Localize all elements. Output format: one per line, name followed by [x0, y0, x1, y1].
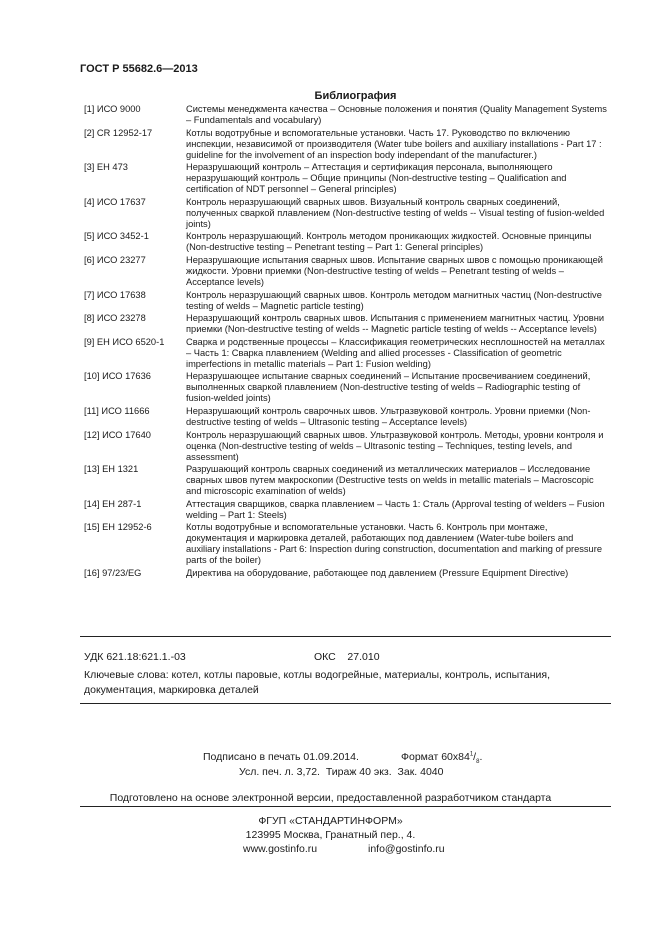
- entry-reference: [12] ИСО 17640: [84, 429, 151, 440]
- format: Формат $60х84^1/_8$.: [401, 751, 483, 766]
- keywords: Ключевые слова: котел, котлы паровые, котлы водогрейные, материалы, контроль, испытания, документация, маркировка деталей: [84, 669, 551, 696]
- bibliography-title: Библиография: [314, 90, 397, 102]
- publisher-email[interactable]: info@gostinfo.ru: [368, 843, 445, 855]
- bibliography-entry: [84, 337, 608, 370]
- oks-code: [314, 651, 380, 663]
- entry-reference: [4] ИСО 17637: [84, 196, 146, 207]
- bibliography-entry: [84, 231, 608, 253]
- signed-date: Подписано в печать 01.09.2014.: [203, 751, 359, 763]
- entry-description: Неразрушающий контроль сварочных швов. Ультразвуковой контроль. Уровни приемки (Non-destructive testing of welds – Ultrasonic testing – Acceptance levels): [186, 405, 591, 427]
- entry-reference: [15] ЕН 12952-6: [84, 522, 152, 533]
- order-number: Зак. 4040: [397, 766, 444, 778]
- entry-reference: [1] ИСО 9000: [84, 104, 141, 114]
- print-sheets: Усл. печ. л. 3,72.: [239, 766, 320, 778]
- entry-reference: [9] ЕН ИСО 6520-1: [84, 336, 165, 347]
- entry-reference: [8] ИСО 23278: [84, 313, 146, 324]
- bibliography-entry: [84, 464, 608, 497]
- entry-reference: [16] 97/23/EG: [84, 567, 142, 578]
- bibliography-entry: [84, 371, 608, 404]
- bibliography-entry: [84, 522, 608, 566]
- entry-description: Системы менеджмента качества – Основные положения и понятия (Quality Management Systems – Fundamentals and vocabulary): [186, 104, 607, 125]
- oks-value: 27.010: [347, 651, 380, 663]
- entry-description: Контроль неразрушающий сварных швов. Ультразвуковой контроль. Методы, уровни контроля и оценка (Non-destructive testing of welds – Ultrasonic testing – Techniques, testing levels, and assessment): [186, 429, 604, 462]
- entry-reference: [3] ЕН 473: [84, 162, 128, 173]
- udk-code: УДК 621.18:621.1.-03: [84, 651, 186, 663]
- entry-description: Контроль неразрушающий сварных швов. Визуальный контроль сварных соединений, полученных сваркой плавлением (Non-destructive testing of welds -- Visual testing of fusion-welded joints): [186, 196, 605, 229]
- divider-top: [80, 636, 611, 637]
- print-details: [239, 766, 443, 778]
- circulation: Тираж 40 экз.: [325, 766, 392, 778]
- entry-reference: [5] ИСО 3452-1: [84, 231, 149, 242]
- entry-description: Неразрушающие испытания сварных швов. Испытание сварных швов с помощью проникающей жидкости. Уровни приемки (Non-destructive testing of welds – Penetrant testing of welds – Acceptance levels): [186, 254, 603, 287]
- entry-description: Аттестация сварщиков, сварка плавлением – Часть 1: Сталь (Approval testing of welders – Fusion welding – Part 1: Steels): [186, 498, 605, 520]
- entry-description: Контроль неразрушающий. Контроль методом проникающих жидкостей. Основные принципы (Non-destructive testing – Penetrant testing – Part 1: General principles): [186, 231, 592, 253]
- entry-reference: [14] ЕН 287-1: [84, 498, 142, 509]
- entry-description: Разрушающий контроль сварных соединений из металлических материалов – Исследование сварных швов путем макроскопии (Destructive tests on welds in metallic materials – Macroscopic and microscopic examination of welds): [186, 464, 594, 497]
- entry-reference: [7] ИСО 17638: [84, 289, 146, 300]
- publisher-website[interactable]: www.gostinfo.ru: [243, 843, 318, 855]
- bibliography-entry: [84, 313, 608, 335]
- bibliography-list: [84, 104, 608, 581]
- publisher-address: 123995 Москва, Гранатный пер., 4.: [245, 829, 416, 841]
- entry-reference: [13] ЕН 1321: [84, 464, 139, 475]
- bibliography-entry: [84, 406, 608, 428]
- bibliography-entry: [84, 197, 608, 230]
- entry-description: Котлы водотрубные и вспомогательные установки. Часть 6. Контроль при монтаже, документация и маркировка деталей, работающих под давлением (Water-tube boilers and auxiliary installations - Part 6: Inspection during construction, documentation and marking of pressure parts of the boiler): [186, 522, 602, 566]
- entry-reference: [6] ИСО 23277: [84, 254, 146, 265]
- entry-reference: [10] ИСО 17636: [84, 371, 151, 382]
- entry-description: Неразрушающий контроль сварных швов. Испытания с применением магнитных частиц. Уровни приемки (Non-destructive testing of welds -- Magnetic particle testing of welds -- Acceptance levels): [186, 313, 605, 335]
- bibliography-entry: [84, 290, 608, 312]
- entry-description: Контроль неразрушающий сварных швов. Контроль методом магнитных частиц (Non-destructive testing of welds – Magnetic particle testing): [186, 289, 602, 311]
- format-end: .: [479, 751, 483, 763]
- prepared-note: Подготовлено на основе электронной версии, предоставленной разработчиком стандарта: [109, 792, 552, 804]
- oks-label: ОКС: [314, 651, 336, 663]
- standard-number: ГОСТ Р 55682.6—2013: [80, 63, 198, 75]
- bibliography-entry: [84, 430, 608, 463]
- bibliography-entry: [84, 255, 608, 288]
- entry-description: Директива на оборудование, работающее под давлением (Pressure Equipment Directive): [186, 567, 569, 578]
- entry-description: Неразрушающее испытание сварных соединений – Испытание просвечиванием соединений, выполненных сваркой плавлением (Non-destructive testing of welds – Radiographic testing of fusion-welded joints): [186, 371, 591, 404]
- entry-reference: [2] CR 12952-17: [84, 127, 153, 138]
- format-label: Формат 60х84: [401, 751, 470, 763]
- entry-reference: [11] ИСО 11666: [84, 405, 150, 416]
- format-numerator: 1: [469, 751, 474, 758]
- entry-description: Сварка и родственные процессы – Классификация геометрических несплошностей на металлах – Часть 1: Сварка плавлением (Welding and allied processes - Classification of geometric imperfections in metallic materials – Part 1: Fusion welding): [186, 336, 605, 369]
- bibliography-entry: [84, 568, 608, 579]
- entry-description: Неразрушающий контроль – Аттестация и сертификация персонала, выполняющего неразрушающий контроль – Общие принципы (Non-destructive testing – Qualification and certification of NDT personnel – General principles): [186, 162, 567, 195]
- entry-description: Котлы водотрубные и вспомогательные установки. Часть 17. Руководство по включению инспекции, независимой от производителя (Water tube boilers and auxiliary installations - Part 17 : guideline for the involvement of an inspection body independant of the manufacturer.): [186, 127, 602, 160]
- bibliography-entry: [84, 499, 608, 521]
- publisher-name: ФГУП «СТАНДАРТИНФОРМ»: [258, 815, 403, 827]
- bibliography-entry: [84, 104, 608, 126]
- bibliography-entry: [84, 162, 608, 195]
- format-denominator: 8: [476, 759, 480, 766]
- divider-keywords: [80, 703, 611, 704]
- divider-imprint: [80, 806, 611, 807]
- bibliography-entry: [84, 128, 608, 161]
